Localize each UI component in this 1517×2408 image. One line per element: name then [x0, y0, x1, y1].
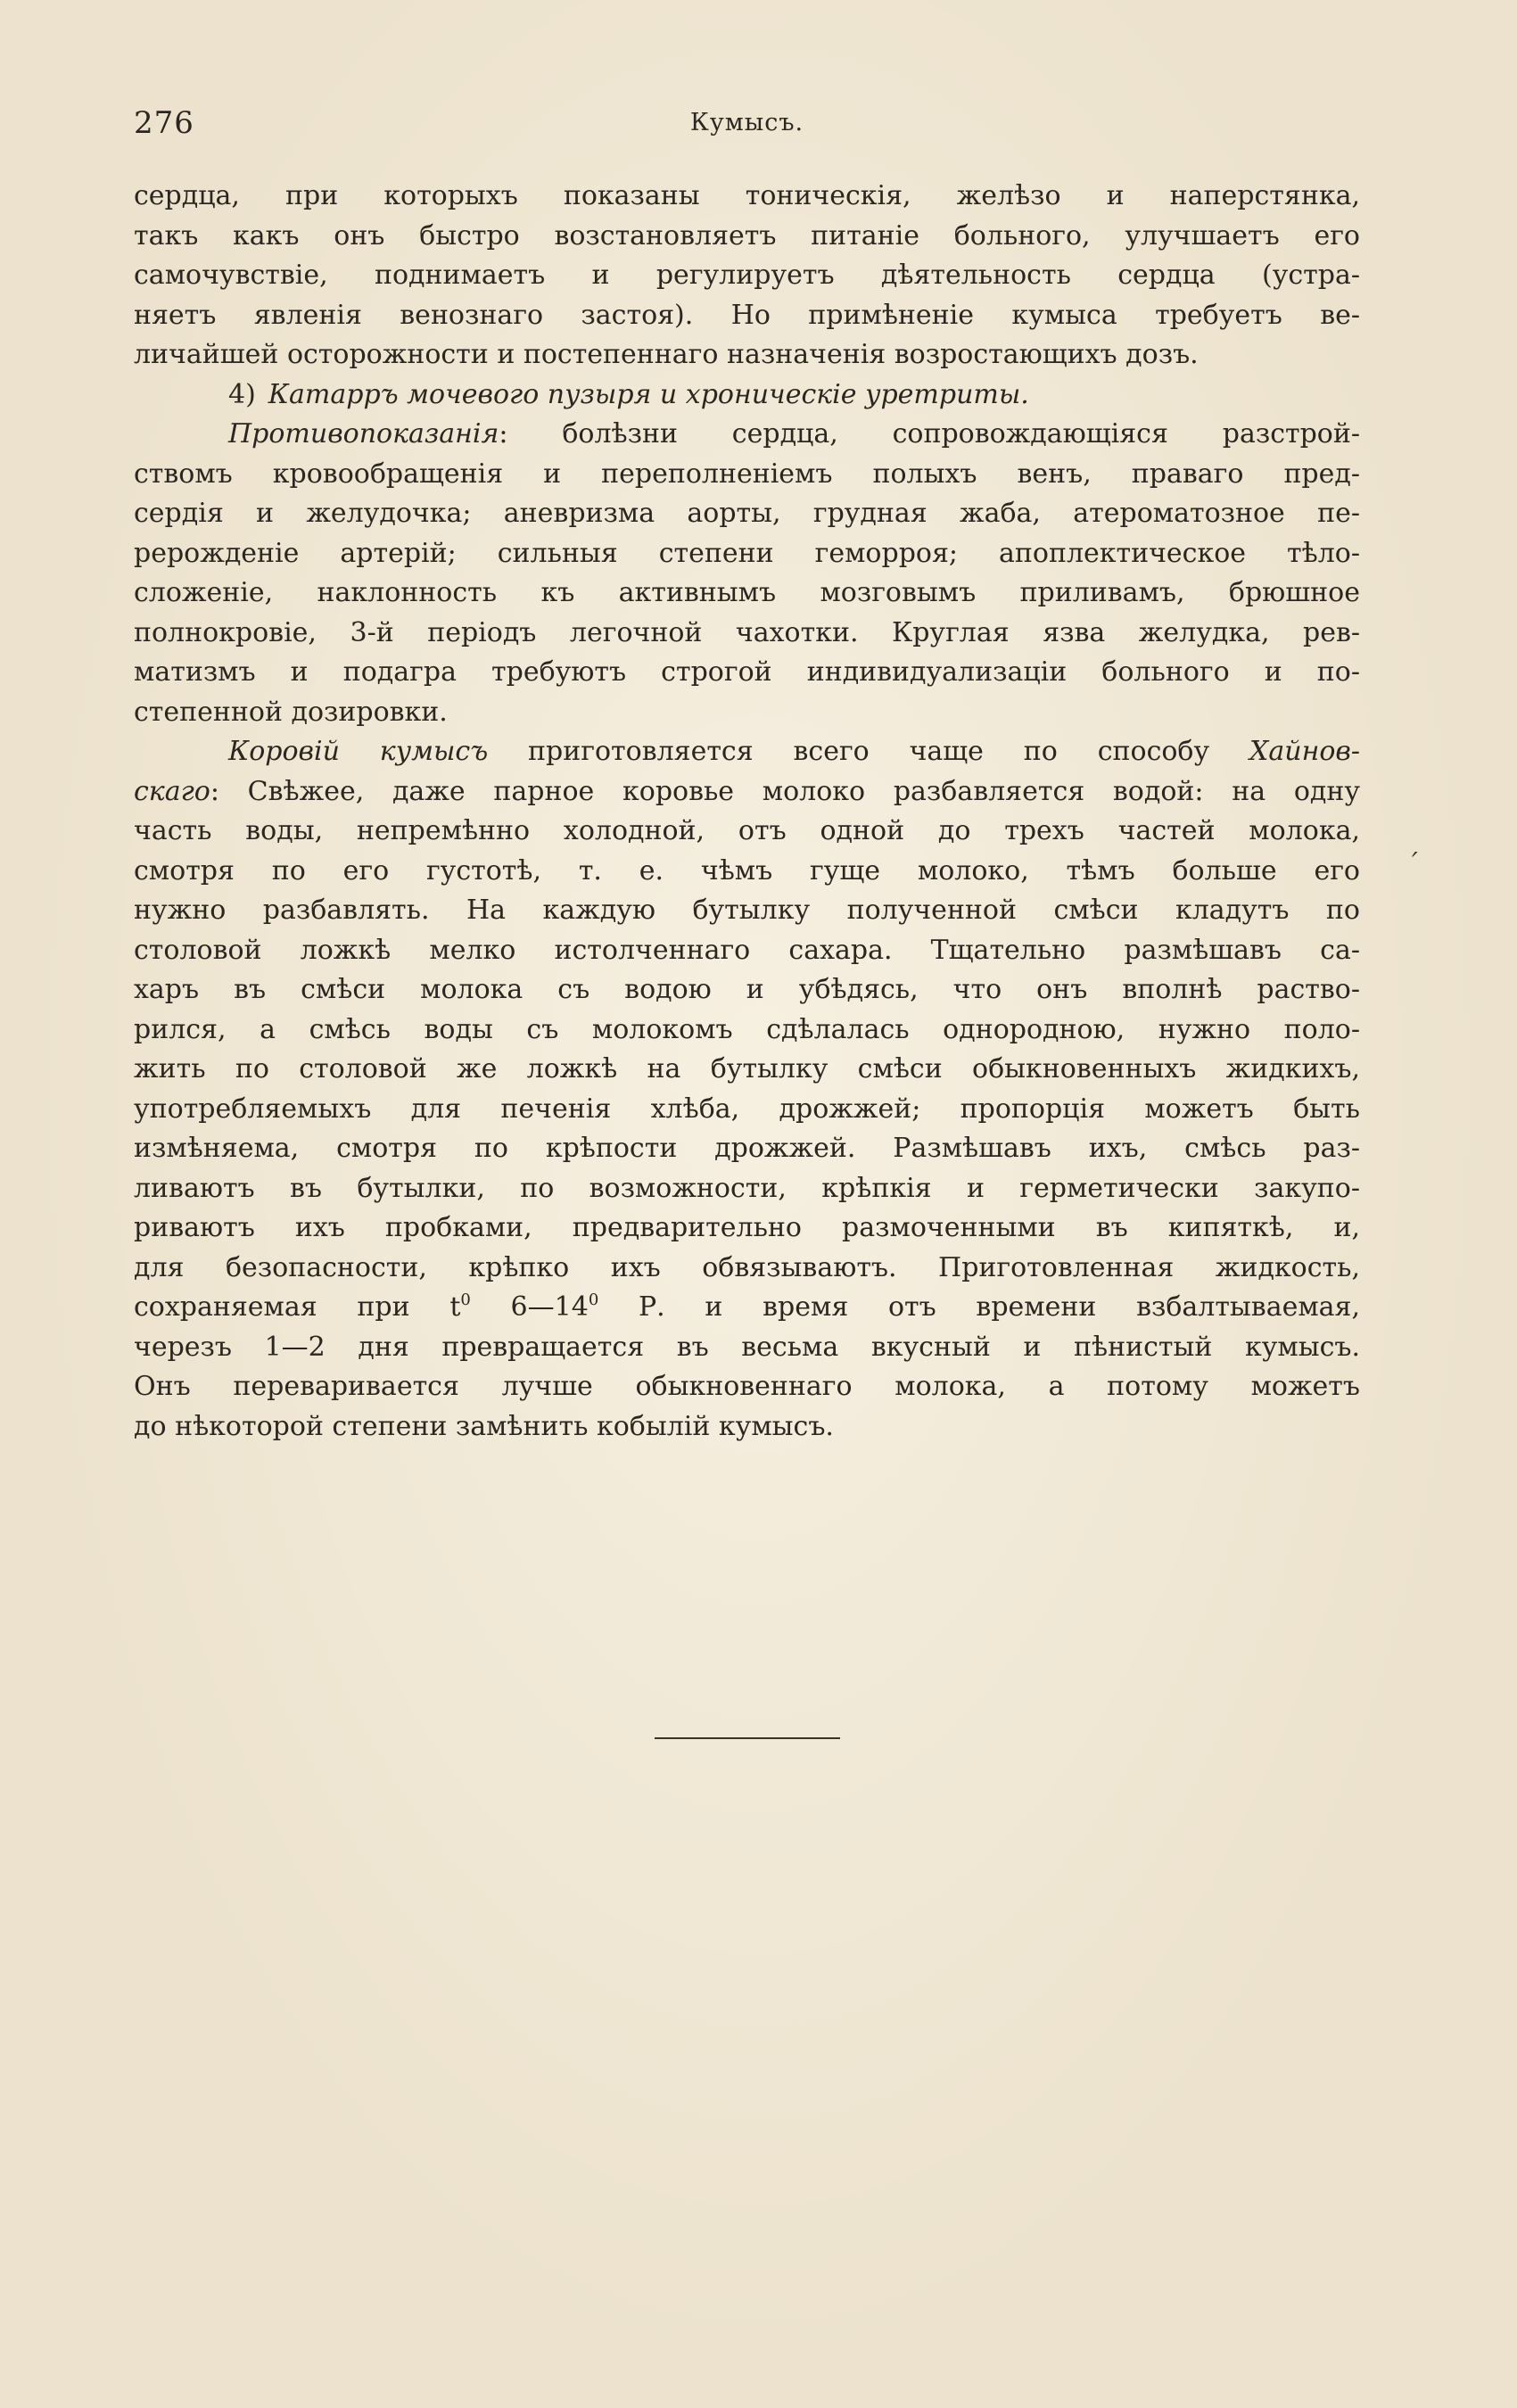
text-line — [134, 415, 1360, 455]
text-line — [134, 1288, 1360, 1328]
text-line: харъ въ смѣси молока съ водою и убѣдясь, что онъ вполнѣ раство- — [134, 974, 1360, 1005]
text-line: риваютъ ихъ пробками, предварительно размоченными въ кипяткѣ, и, — [134, 1212, 1360, 1243]
text-line — [134, 772, 1360, 812]
text-line: столовой ложкѣ мелко истолченнаго сахара. Тщательно размѣшавъ са- — [134, 934, 1360, 966]
temp-text-c: Р. и время отъ времени взбалтываемая, — [598, 1291, 1360, 1323]
temp-text-b: 6—14 — [470, 1291, 589, 1323]
text-line: рился, а смѣсь воды съ молокомъ сдѣлалась однородною, нужно поло- — [134, 1013, 1360, 1045]
text-line — [134, 732, 1360, 772]
body-text — [134, 177, 1360, 1447]
text-line: такъ какъ онъ быстро возстановляетъ питаніе больного, улучшаетъ его — [134, 219, 1360, 252]
text-line: ствомъ кровообращенія и переполненіемъ полыхъ венъ, праваго пред- — [134, 458, 1360, 490]
section-number: 4) — [228, 378, 256, 410]
text-line: личайшей осторожности и постепеннаго назначенія возростающихъ дозъ. — [134, 339, 1199, 370]
section-title: Катарръ мочевого пузыря и хроническіе уретриты. — [268, 378, 1029, 410]
text-line: Онъ переваривается лучше обыкновеннаго молока, а потому можетъ — [134, 1371, 1360, 1402]
text-line: сердца, при которыхъ показаны тоническія, желѣзо и наперстянка, — [134, 180, 1360, 211]
text-line: рерожденіе артерій; сильныя степени геморроя; апоплектическое тѣло- — [134, 537, 1360, 569]
text-line: степенной дозировки. — [134, 696, 448, 728]
text-line: употребляемыхъ для печенія хлѣба, дрожжей; пропорція можетъ быть — [134, 1093, 1360, 1125]
text-line: смотря по его густотѣ, т. е. чѣмъ гуще молоко, тѣмъ больше его — [134, 854, 1360, 887]
degree-sup: 0 — [588, 1291, 599, 1309]
text-line: измѣняема, смотря по крѣпости дрожжей. Размѣшавъ ихъ, смѣсь раз- — [134, 1133, 1360, 1164]
method-name-part1: Хайнов- — [1249, 736, 1360, 767]
cow-label: Коровій кумысъ — [228, 736, 489, 767]
text-line: няетъ явленія венознаго застоя). Но примѣненіе кумыса требуетъ ве- — [134, 299, 1360, 331]
contra-first-rest: : болѣзни сердца, сопровождающіяся разстрой- — [499, 418, 1360, 449]
text-line: до нѣкоторой степени замѣнить кобылій кумысъ. — [134, 1410, 834, 1442]
text-line: ливаютъ въ бутылки, по возможности, крѣпкія и герметически закупо- — [134, 1172, 1360, 1204]
text-line: часть воды, непремѣнно холодной, отъ одной до трехъ частей молока, — [134, 815, 1360, 846]
contra-label: Противопоказанія — [228, 418, 499, 449]
margin-mark: ′ — [1412, 847, 1418, 878]
text-line: нужно разбавлять. На каждую бутылку полученной смѣси кладутъ по — [134, 895, 1360, 926]
temp-text-a: сохраняемая при t — [134, 1291, 461, 1323]
text-line: сердія и желудочка; аневризма аорты, грудная жаба, атероматозное пе- — [134, 498, 1360, 529]
method-name-part2: скаго — [134, 775, 210, 807]
text-line: полнокровіе, 3-й періодъ легочной чахотки. Круглая язва желудка, рев- — [134, 616, 1360, 648]
running-title: Кумысъ. — [689, 109, 804, 136]
page-header — [134, 105, 1360, 141]
text-line: жить по столовой же ложкѣ на бутылку смѣси обыкновенныхъ жидкихъ, — [134, 1053, 1360, 1084]
text-line: сложеніе, наклонность къ активнымъ мозговымъ приливамъ, брюшное — [134, 577, 1360, 608]
section-heading — [134, 375, 1360, 416]
text-line: черезъ 1—2 дня превращается въ весьма вкусный и пѣнистый кумысъ. — [134, 1331, 1360, 1363]
text-line: самочувствіе, поднимаетъ и регулируетъ дѣятельность сердца (устра- — [134, 260, 1360, 291]
text-line: для безопасности, крѣпко ихъ обвязываютъ. Приготовленная жидкость, — [134, 1251, 1360, 1283]
cow-second-rest: : Свѣжее, даже парное коровье молоко разбавляется водой: на одну — [210, 775, 1360, 807]
cow-first-mid: приготовляется всего чаще по способу — [488, 736, 1249, 767]
degree-sup: 0 — [460, 1291, 471, 1309]
section-divider — [655, 1737, 840, 1739]
page-number: 276 — [134, 105, 194, 141]
text-line: матизмъ и подагра требуютъ строгой индивидуализаціи больного и по- — [134, 656, 1360, 688]
